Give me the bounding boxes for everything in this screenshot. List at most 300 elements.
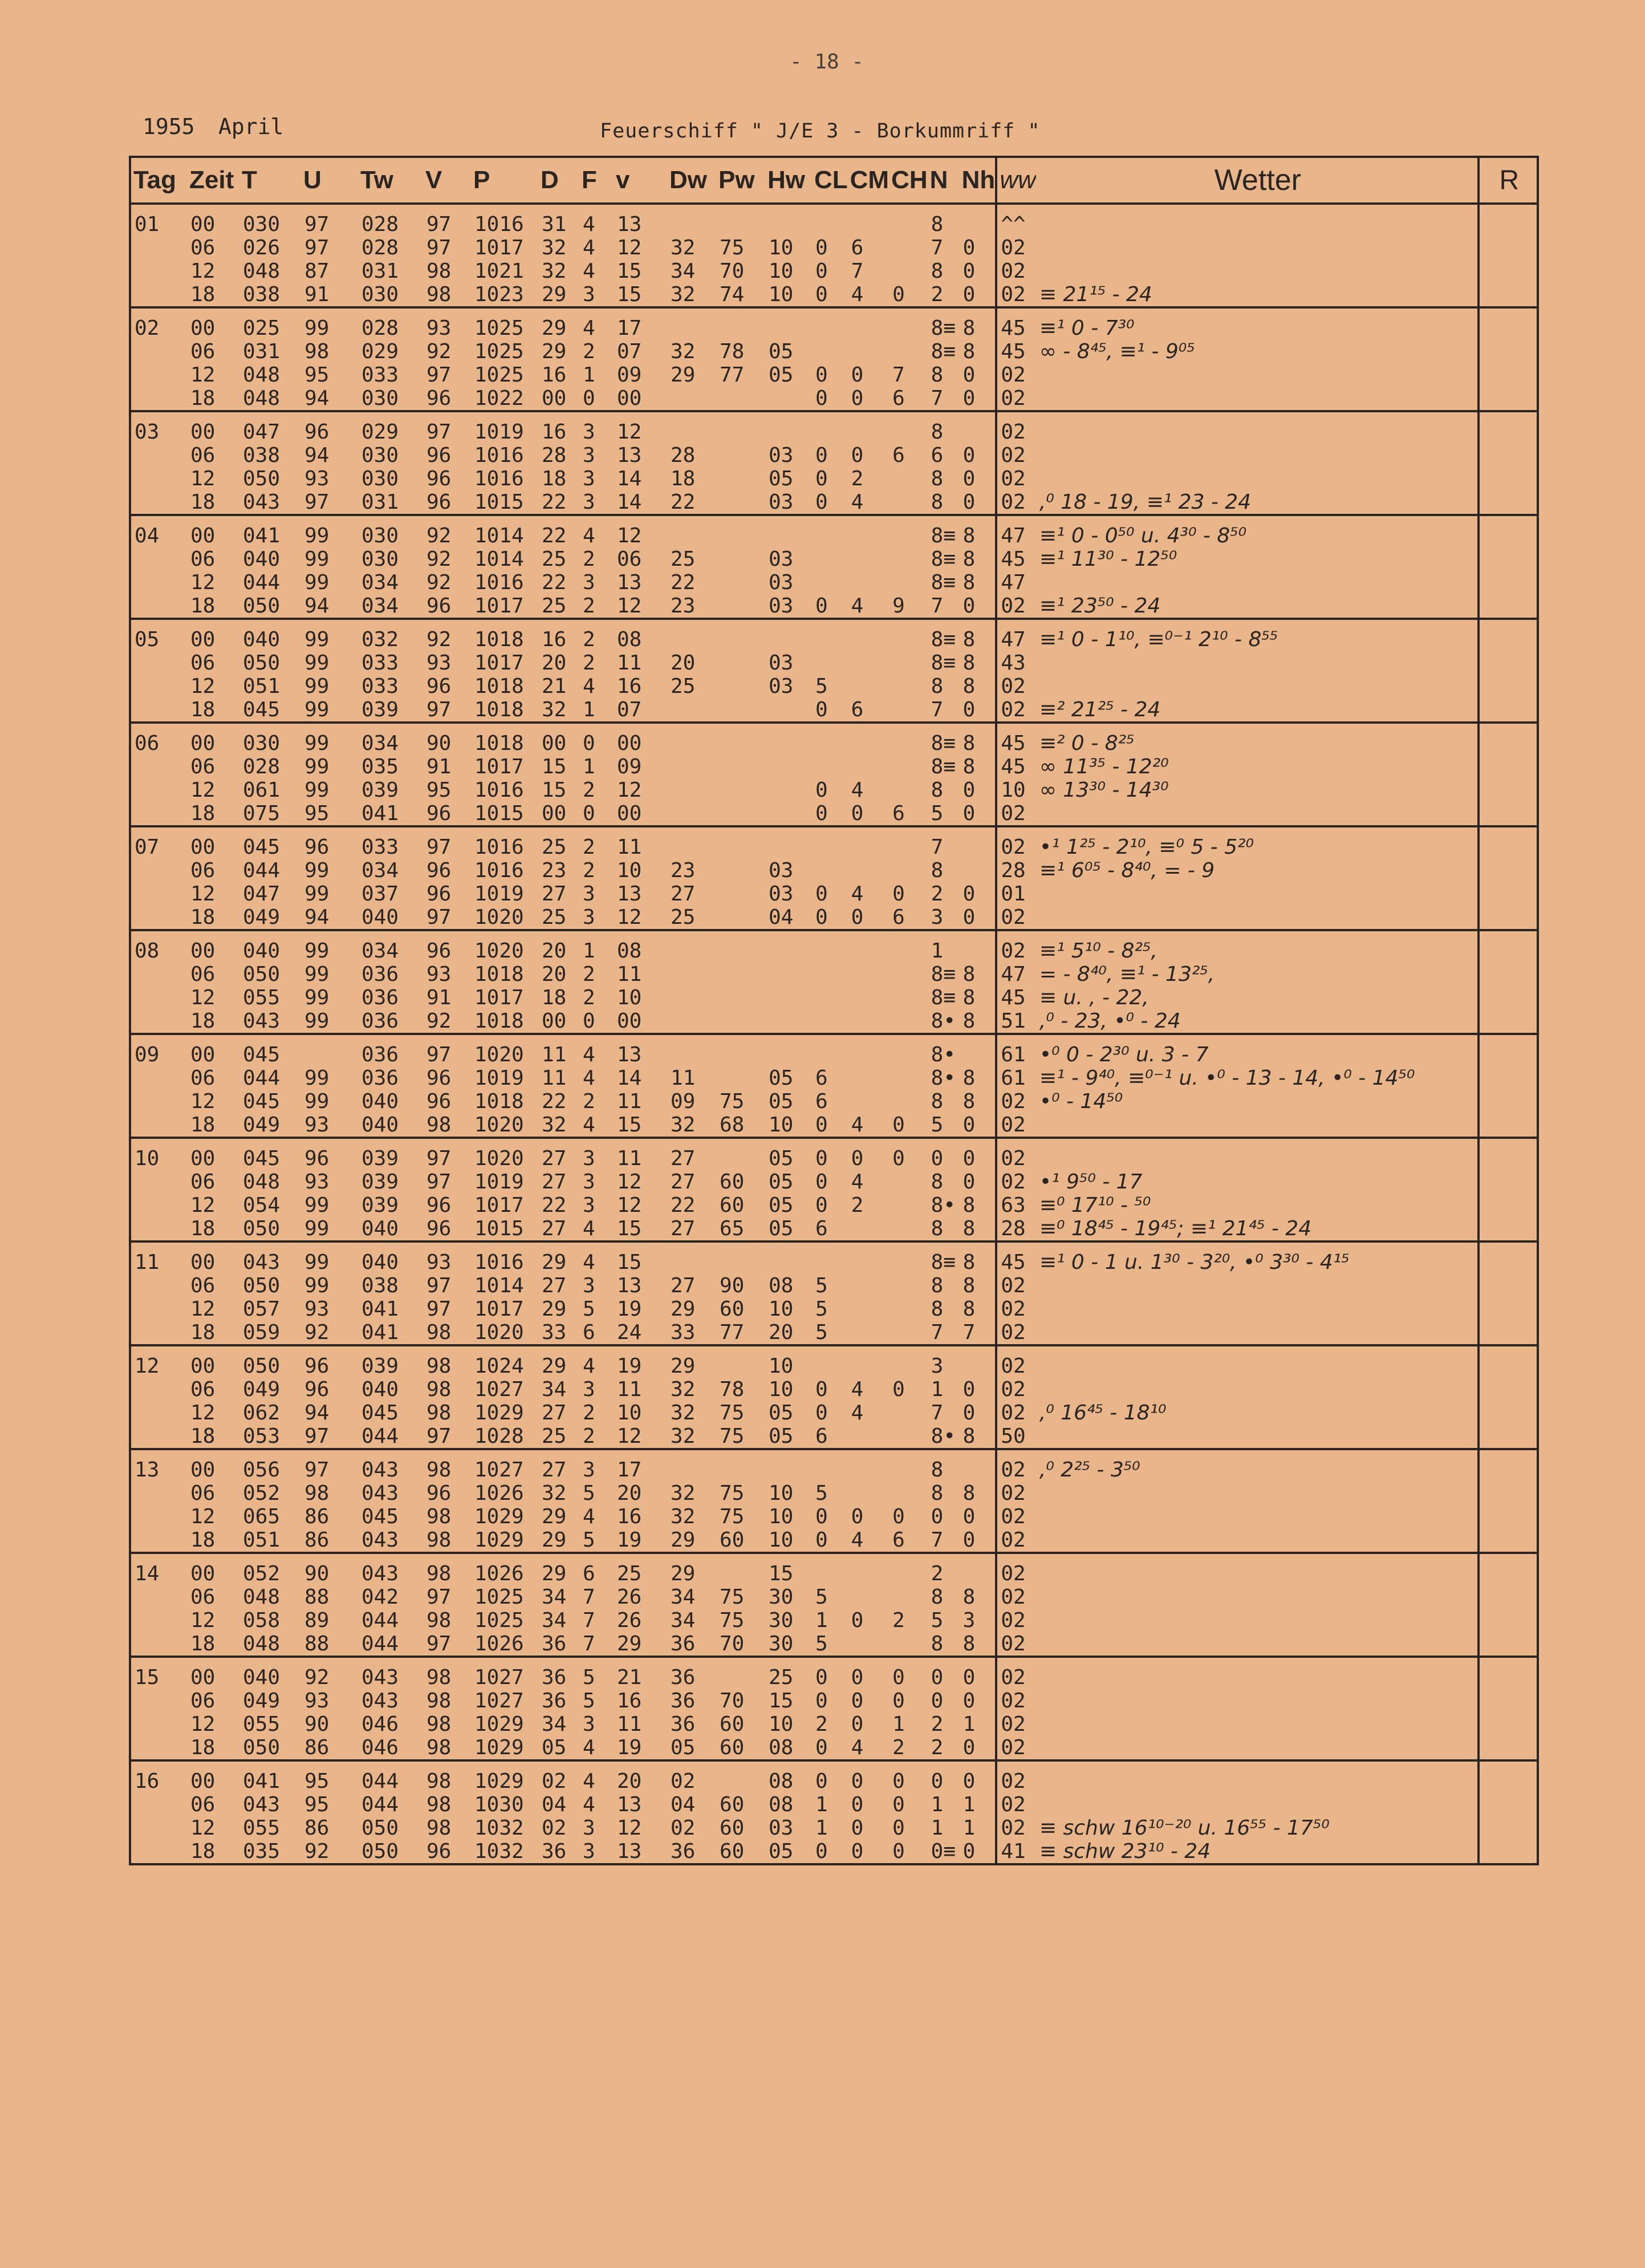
cell-ww: 45 bbox=[996, 340, 1036, 363]
cell-v: 92 bbox=[427, 547, 452, 571]
cell-d: 00 bbox=[538, 802, 579, 826]
column-header-tw: Tw bbox=[358, 157, 423, 204]
cell-zeit: 00 bbox=[190, 1770, 216, 1793]
cell-dw bbox=[667, 515, 716, 547]
cell-wetter bbox=[1036, 1713, 1479, 1736]
cell-cm bbox=[848, 826, 889, 859]
cell-dw: 27 bbox=[671, 882, 696, 906]
cell-f: 4 bbox=[583, 1043, 595, 1066]
cell-tw: 029 bbox=[362, 420, 399, 444]
cell-u: 98 bbox=[304, 1482, 330, 1505]
cell-cm: 4 bbox=[851, 1401, 864, 1425]
cell-cm bbox=[848, 411, 889, 444]
cell-v: 26 bbox=[617, 1585, 642, 1609]
cell-f: 3 bbox=[583, 467, 595, 490]
cell-wetter: ≡ u. , - 22, bbox=[1039, 986, 1149, 1009]
cell-t: 075 bbox=[239, 802, 301, 826]
cell-n: 8 bbox=[928, 1632, 960, 1657]
cell-hw: 05 bbox=[769, 1147, 794, 1170]
cell-v: 98 bbox=[427, 1609, 452, 1632]
cell-ch bbox=[889, 1194, 928, 1217]
cell-r bbox=[1479, 1170, 1538, 1194]
cell-cm bbox=[848, 651, 889, 675]
cell-hw bbox=[765, 826, 812, 859]
cell-cm: 0 bbox=[851, 1713, 864, 1736]
cell-cl: 6 bbox=[815, 1090, 828, 1113]
cell-f: 3 bbox=[583, 882, 595, 906]
cell-v: 17 bbox=[617, 1458, 642, 1482]
cell-nh: 0 bbox=[962, 363, 976, 387]
cell-ww: 02 bbox=[996, 1585, 1036, 1609]
cell-d: 05 bbox=[538, 1736, 579, 1760]
cell-v: 98 bbox=[427, 1770, 452, 1793]
cell-ww: 02 bbox=[996, 826, 1036, 859]
cell-v: 13 bbox=[617, 882, 642, 906]
table-row bbox=[130, 1090, 1538, 1113]
cell-zeit: 06 bbox=[190, 859, 216, 882]
cell-u: 99 bbox=[304, 547, 330, 571]
cell-t: 044 bbox=[243, 571, 281, 594]
cell-f: 4 bbox=[583, 1251, 595, 1274]
cell-n: 8• bbox=[931, 1194, 956, 1217]
cell-t: 038 bbox=[239, 283, 301, 307]
table-row bbox=[130, 1425, 1538, 1449]
cell-wetter: ≡¹ 11³⁰ - 12⁵⁰ bbox=[1039, 547, 1177, 571]
cell-f: 3 bbox=[583, 1170, 595, 1194]
cell-nh: 8 bbox=[962, 1274, 976, 1297]
cell-ww: 51 bbox=[996, 1009, 1036, 1034]
cell-f: 2 bbox=[583, 1401, 595, 1425]
table-row bbox=[130, 1378, 1538, 1401]
cell-r bbox=[1479, 1482, 1538, 1505]
cell-ww: 02 bbox=[996, 1528, 1036, 1553]
cell-wetter bbox=[1036, 1505, 1479, 1528]
cell-t: 055 bbox=[243, 1816, 281, 1840]
cell-r bbox=[1479, 1632, 1538, 1657]
cell-dw: 32 bbox=[667, 1425, 716, 1449]
cell-hw: 25 bbox=[769, 1666, 794, 1689]
day-cell bbox=[130, 1321, 187, 1345]
cell-f: 5 bbox=[583, 1297, 595, 1321]
day-cell bbox=[130, 444, 187, 467]
cell-t: 030 bbox=[243, 213, 281, 236]
cell-dw bbox=[667, 826, 716, 859]
cell-v: 97 bbox=[427, 363, 452, 387]
day-cell bbox=[130, 283, 187, 307]
cell-hw: 05 bbox=[769, 1066, 794, 1090]
cell-cl: 6 bbox=[812, 1217, 848, 1241]
cell-t: 051 bbox=[239, 1528, 301, 1553]
cell-hw bbox=[765, 778, 812, 802]
cell-r bbox=[1479, 444, 1538, 467]
column-header-p: P bbox=[471, 157, 538, 204]
cell-dw: 11 bbox=[671, 1066, 696, 1090]
cell-hw: 03 bbox=[765, 594, 812, 619]
cell-d: 32 bbox=[538, 698, 579, 723]
cell-dw bbox=[667, 307, 716, 340]
cell-t: 035 bbox=[239, 1840, 301, 1864]
cell-hw: 10 bbox=[769, 1297, 794, 1321]
table-row bbox=[130, 826, 1538, 859]
cell-cl bbox=[812, 571, 848, 594]
cell-pw bbox=[716, 698, 765, 723]
cell-hw: 08 bbox=[769, 1274, 794, 1297]
cell-nh: 0 bbox=[962, 1666, 976, 1689]
cell-u: 96 bbox=[304, 1147, 330, 1170]
cell-d: 29 bbox=[542, 1354, 567, 1378]
cell-hw: 05 bbox=[769, 363, 794, 387]
cell-r bbox=[1479, 963, 1538, 986]
cell-u: 93 bbox=[304, 467, 330, 490]
cell-u: 93 bbox=[304, 1689, 330, 1713]
cell-d: 11 bbox=[542, 1066, 567, 1090]
cell-ch bbox=[889, 307, 928, 340]
cell-f: 2 bbox=[583, 778, 595, 802]
table-row bbox=[130, 1401, 1538, 1425]
cell-tw: 031 bbox=[362, 259, 399, 283]
cell-v: 92 bbox=[427, 524, 452, 547]
day-cell bbox=[130, 1090, 187, 1113]
cell-wetter: ,⁰ 16⁴⁵ - 18¹⁰ bbox=[1039, 1401, 1167, 1425]
cell-u: 96 bbox=[304, 420, 330, 444]
cell-v: 09 bbox=[617, 755, 642, 778]
cell-ww: 02 bbox=[996, 236, 1036, 259]
cell-wetter: ≡¹ 5¹⁰ - 8²⁵, bbox=[1039, 939, 1157, 963]
cell-d: 29 bbox=[538, 1528, 579, 1553]
cell-zeit: 00 bbox=[190, 732, 216, 755]
cell-f: 2 bbox=[579, 594, 614, 619]
cell-p: 1029 bbox=[471, 1736, 538, 1760]
cell-ch bbox=[889, 1066, 928, 1090]
cell-p: 1027 bbox=[474, 1378, 524, 1401]
cell-cl bbox=[812, 755, 848, 778]
cell-hw: 03 bbox=[769, 859, 794, 882]
cell-v: 20 bbox=[617, 1482, 642, 1505]
cell-ww: 02 bbox=[996, 1505, 1036, 1528]
cell-zeit: 06 bbox=[190, 755, 216, 778]
cell-v: 98 bbox=[427, 1354, 452, 1378]
cell-d: 32 bbox=[542, 259, 567, 283]
cell-v: 20 bbox=[617, 1770, 642, 1793]
cell-r bbox=[1479, 651, 1538, 675]
cell-u: 94 bbox=[301, 387, 358, 411]
cell-pw bbox=[716, 515, 765, 547]
day-cell bbox=[130, 1009, 187, 1034]
day-cell: 03 bbox=[135, 420, 160, 444]
day-cell bbox=[130, 1217, 187, 1241]
cell-pw: 90 bbox=[720, 1274, 745, 1297]
cell-wetter bbox=[1036, 802, 1479, 826]
cell-d: 00 bbox=[538, 387, 579, 411]
cell-dw bbox=[667, 204, 716, 236]
cell-u: 96 bbox=[304, 1354, 330, 1378]
cell-p: 1025 bbox=[474, 1585, 524, 1609]
cell-cl bbox=[812, 1034, 848, 1066]
cell-tw: 030 bbox=[362, 547, 399, 571]
cell-pw bbox=[716, 444, 765, 467]
cell-cl: 0 bbox=[812, 1113, 848, 1138]
cell-d: 20 bbox=[542, 963, 567, 986]
cell-pw bbox=[716, 906, 765, 930]
cell-pw bbox=[716, 802, 765, 826]
cell-p: 1018 bbox=[471, 1009, 538, 1034]
cell-n: 8• bbox=[928, 1425, 960, 1449]
cell-nh: 0 bbox=[960, 906, 997, 930]
cell-pw: 75 bbox=[720, 1482, 745, 1505]
column-header-zeit: Zeit bbox=[187, 157, 239, 204]
cell-wetter bbox=[1036, 1138, 1479, 1170]
cell-pw bbox=[716, 411, 765, 444]
cell-v: 29 bbox=[614, 1632, 667, 1657]
day-cell: 06 bbox=[135, 732, 160, 755]
cell-hw: 05 bbox=[765, 1425, 812, 1449]
cell-dw: 22 bbox=[671, 571, 696, 594]
cell-n: 8 bbox=[931, 859, 944, 882]
day-cell bbox=[130, 467, 187, 490]
cell-hw: 10 bbox=[769, 1354, 794, 1378]
cell-u: 95 bbox=[304, 1793, 330, 1816]
cell-t: 053 bbox=[239, 1425, 301, 1449]
cell-hw: 05 bbox=[769, 467, 794, 490]
cell-v: 97 bbox=[427, 213, 452, 236]
cell-t: 030 bbox=[243, 732, 281, 755]
cell-cl bbox=[812, 1345, 848, 1378]
cell-dw: 29 bbox=[671, 363, 696, 387]
cell-cl: 5 bbox=[812, 1632, 848, 1657]
cell-v: 08 bbox=[617, 939, 642, 963]
cell-nh: 8 bbox=[962, 1251, 976, 1274]
cell-hw: 03 bbox=[769, 571, 794, 594]
cell-ww: 02 bbox=[996, 1274, 1036, 1297]
cell-pw: 60 bbox=[720, 1194, 745, 1217]
day-cell bbox=[130, 236, 187, 259]
cell-pw bbox=[716, 1034, 765, 1066]
cell-cm: 0 bbox=[851, 1666, 864, 1689]
cell-u: 95 bbox=[301, 802, 358, 826]
cell-n: 2 bbox=[931, 882, 944, 906]
cell-dw: 27 bbox=[671, 1274, 696, 1297]
cell-v: 98 bbox=[423, 1528, 471, 1553]
cell-r bbox=[1479, 1113, 1538, 1138]
cell-t: 052 bbox=[243, 1562, 281, 1585]
cell-n: 8 bbox=[931, 1090, 944, 1113]
cell-n: 8≡ bbox=[931, 340, 956, 363]
cell-nh: 0 bbox=[962, 444, 976, 467]
table-row bbox=[130, 1345, 1538, 1378]
cell-f: 1 bbox=[583, 363, 595, 387]
cell-pw bbox=[716, 307, 765, 340]
cell-n: 8 bbox=[931, 420, 944, 444]
cell-wetter bbox=[1036, 204, 1479, 236]
cell-wetter bbox=[1036, 1553, 1479, 1585]
day-cell bbox=[130, 802, 187, 826]
cell-p: 1029 bbox=[474, 1770, 524, 1793]
cell-nh: 7 bbox=[960, 1321, 997, 1345]
cell-n: 3 bbox=[928, 906, 960, 930]
cell-cm bbox=[848, 1241, 889, 1274]
cell-f: 2 bbox=[583, 547, 595, 571]
cell-v: 24 bbox=[614, 1321, 667, 1345]
cell-p: 1026 bbox=[471, 1632, 538, 1657]
cell-u: 91 bbox=[301, 283, 358, 307]
cell-p: 1017 bbox=[474, 986, 524, 1009]
cell-ww: 45 bbox=[996, 1241, 1036, 1274]
cell-tw: 039 bbox=[362, 1194, 399, 1217]
cell-v: 12 bbox=[617, 236, 642, 259]
cell-f: 4 bbox=[583, 213, 595, 236]
cell-n: 0 bbox=[931, 1505, 944, 1528]
cell-nh: 8 bbox=[962, 628, 976, 651]
cell-n: 1 bbox=[931, 939, 944, 963]
table-row bbox=[130, 363, 1538, 387]
cell-tw: 042 bbox=[362, 1585, 399, 1609]
cell-d: 29 bbox=[542, 1251, 567, 1274]
cell-f: 4 bbox=[579, 1736, 614, 1760]
cell-ww: 02 bbox=[996, 1090, 1036, 1113]
cell-wetter: ≡⁰ 17¹⁰ - ⁵⁰ bbox=[1039, 1194, 1151, 1217]
cell-t: 045 bbox=[243, 1090, 281, 1113]
cell-wetter bbox=[1036, 1793, 1479, 1816]
cell-p: 1025 bbox=[474, 340, 524, 363]
cell-dw: 32 bbox=[671, 1378, 696, 1401]
table-row bbox=[130, 1194, 1538, 1217]
cell-t: 043 bbox=[243, 1793, 281, 1816]
day-cell bbox=[130, 698, 187, 723]
cell-dw: 36 bbox=[671, 1713, 696, 1736]
cell-t: 043 bbox=[239, 490, 301, 515]
cell-ch: 9 bbox=[889, 594, 928, 619]
cell-ww: 02 bbox=[996, 490, 1036, 515]
cell-u: 88 bbox=[304, 1585, 330, 1609]
cell-p: 1015 bbox=[471, 490, 538, 515]
cell-cl: 0 bbox=[815, 1378, 828, 1401]
cell-cm: 6 bbox=[848, 698, 889, 723]
cell-t: 028 bbox=[243, 755, 281, 778]
cell-v: 19 bbox=[617, 1297, 642, 1321]
cell-u: 86 bbox=[304, 1816, 330, 1840]
cell-ww: 02 bbox=[996, 1793, 1036, 1816]
cell-cm bbox=[848, 1321, 889, 1345]
cell-n: 0 bbox=[931, 1147, 944, 1170]
cell-d: 16 bbox=[542, 420, 567, 444]
cell-v: 98 bbox=[423, 1113, 471, 1138]
day-cell: 02 bbox=[135, 317, 160, 340]
cell-tw: 043 bbox=[362, 1562, 399, 1585]
cell-t: 050 bbox=[239, 1217, 301, 1241]
cell-d: 32 bbox=[538, 1113, 579, 1138]
cell-cl: 0 bbox=[812, 490, 848, 515]
cell-t: 045 bbox=[243, 1147, 281, 1170]
cell-pw: 60 bbox=[720, 1170, 745, 1194]
cell-p: 1018 bbox=[471, 698, 538, 723]
cell-nh: 3 bbox=[962, 1609, 976, 1632]
cell-v: 12 bbox=[617, 420, 642, 444]
cell-wetter: •¹ 9⁵⁰ - 17 bbox=[1039, 1170, 1143, 1194]
cell-cm bbox=[848, 307, 889, 340]
table-row bbox=[130, 1632, 1538, 1657]
cell-nh: 8 bbox=[962, 340, 976, 363]
table-header-row bbox=[130, 157, 1538, 204]
cell-p: 1028 bbox=[471, 1425, 538, 1449]
cell-nh: 8 bbox=[962, 732, 976, 755]
cell-v: 97 bbox=[427, 1297, 452, 1321]
cell-cl bbox=[812, 723, 848, 755]
cell-r bbox=[1479, 826, 1538, 859]
cell-r bbox=[1479, 1689, 1538, 1713]
cell-zeit: 18 bbox=[187, 283, 239, 307]
cell-f: 2 bbox=[583, 963, 595, 986]
cell-tw: 043 bbox=[362, 1666, 399, 1689]
cell-r bbox=[1479, 1321, 1538, 1345]
cell-r bbox=[1479, 467, 1538, 490]
cell-d: 28 bbox=[542, 444, 567, 467]
cell-ww: 61 bbox=[996, 1034, 1036, 1066]
cell-d: 22 bbox=[538, 490, 579, 515]
cell-tw: 039 bbox=[362, 1354, 399, 1378]
cell-v: 13 bbox=[614, 1840, 667, 1864]
day-cell bbox=[130, 1528, 187, 1553]
cell-cl: 0 bbox=[815, 236, 828, 259]
cell-wetter bbox=[1036, 1378, 1479, 1401]
cell-zeit: 12 bbox=[190, 778, 216, 802]
cell-hw bbox=[765, 307, 812, 340]
cell-dw: 27 bbox=[671, 1170, 696, 1194]
cell-cm: 4 bbox=[848, 1736, 889, 1760]
cell-p: 1029 bbox=[474, 1505, 524, 1528]
column-header-ww: ww bbox=[996, 157, 1036, 204]
cell-wetter bbox=[1036, 467, 1479, 490]
table-row bbox=[130, 1241, 1538, 1274]
cell-pw: 74 bbox=[716, 283, 765, 307]
cell-zeit: 12 bbox=[190, 1194, 216, 1217]
cell-r bbox=[1479, 490, 1538, 515]
cell-v: 15 bbox=[617, 259, 642, 283]
cell-cm: 0 bbox=[848, 802, 889, 826]
cell-zeit: 18 bbox=[187, 802, 239, 826]
table-row bbox=[130, 444, 1538, 467]
cell-n: 8 bbox=[931, 259, 944, 283]
day-cell bbox=[130, 340, 187, 363]
cell-f: 3 bbox=[583, 1274, 595, 1297]
cell-n: 8≡ bbox=[931, 1251, 956, 1274]
cell-cm bbox=[848, 1345, 889, 1378]
cell-u: 89 bbox=[304, 1609, 330, 1632]
cell-nh bbox=[960, 1345, 997, 1378]
cell-t: 040 bbox=[243, 1666, 281, 1689]
cell-zeit: 06 bbox=[190, 236, 216, 259]
cell-zeit: 18 bbox=[187, 490, 239, 515]
cell-r bbox=[1479, 1657, 1538, 1689]
cell-d: 27 bbox=[542, 1147, 567, 1170]
cell-zeit: 06 bbox=[190, 963, 216, 986]
cell-zeit: 00 bbox=[190, 420, 216, 444]
cell-n: 0 bbox=[931, 1666, 944, 1689]
cell-n: 8 bbox=[931, 363, 944, 387]
cell-wetter bbox=[1036, 1297, 1479, 1321]
cell-n: 7 bbox=[928, 387, 960, 411]
cell-tw: 046 bbox=[358, 1736, 423, 1760]
day-cell bbox=[130, 1066, 187, 1090]
cell-zeit: 06 bbox=[190, 1274, 216, 1297]
cell-p: 1032 bbox=[474, 1816, 524, 1840]
cell-v: 12 bbox=[617, 778, 642, 802]
cell-cm: 2 bbox=[851, 1194, 864, 1217]
cell-f: 7 bbox=[583, 1585, 595, 1609]
cell-ch: 0 bbox=[892, 1793, 905, 1816]
cell-v: 98 bbox=[427, 259, 452, 283]
cell-p: 1027 bbox=[474, 1689, 524, 1713]
cell-cl bbox=[812, 515, 848, 547]
